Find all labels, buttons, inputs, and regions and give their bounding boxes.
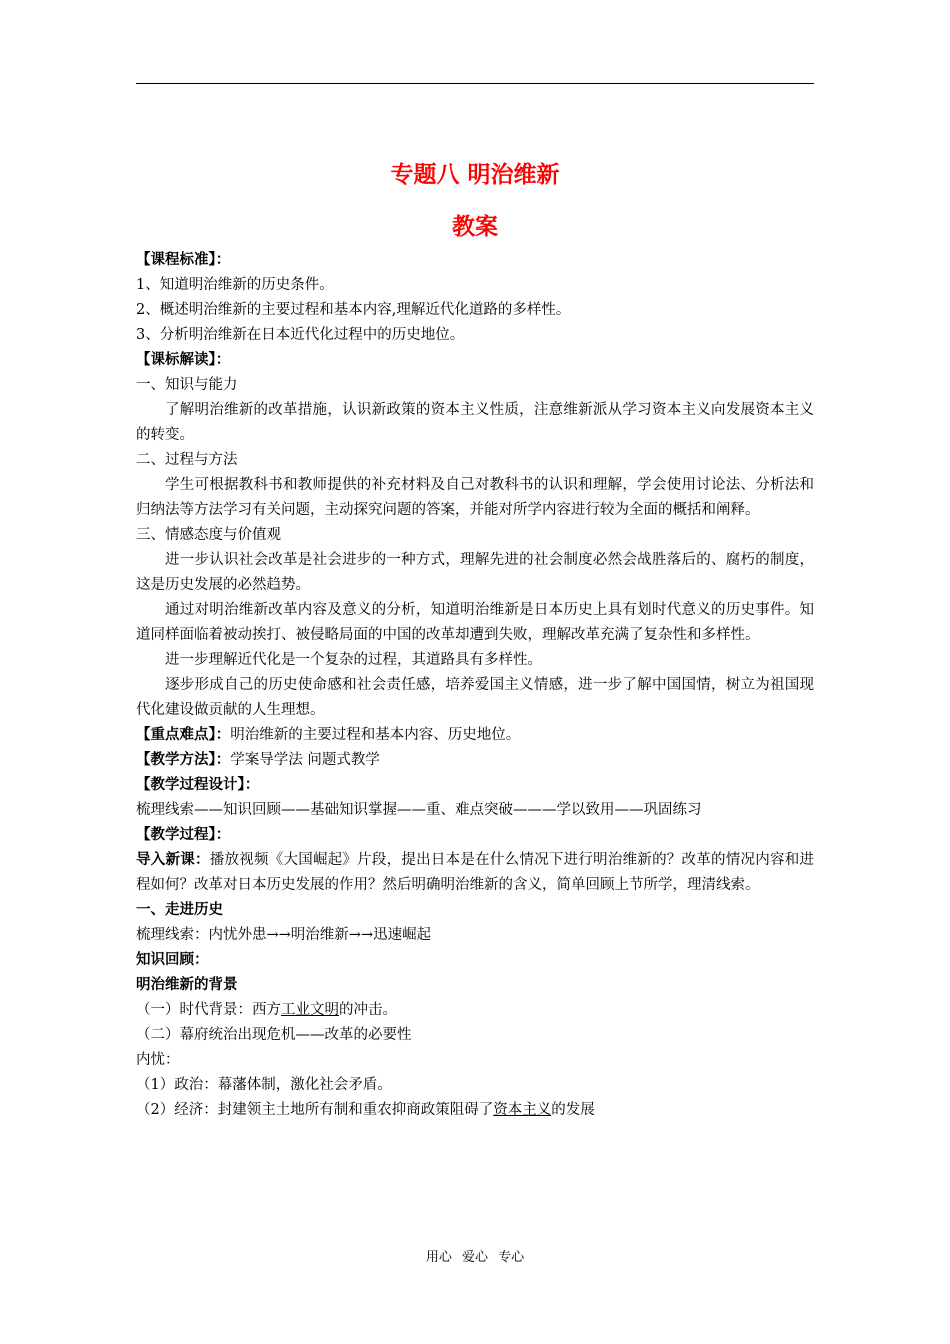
intro-text: 播放视频《大国崛起》片段，提出日本是在什么情况下进行明治维新的？改革的情况内容和进程如何？改革对日本历史发展的作用？然后明确明治维新的含义，简单回顾上节所学，理清线索。 <box>136 852 815 893</box>
methods-label: 【教学方法】： <box>136 752 231 768</box>
era-text: （一）时代背景：西方 <box>136 1002 281 1018</box>
standards-item: 2、概述明治维新的主要过程和基本内容,理解近代化道路的多样性。 <box>136 302 571 318</box>
values-paragraph: 进一步理解近代化是一个复杂的过程，其道路具有多样性。 <box>165 652 542 668</box>
intro-label: 导入新课： <box>136 852 210 868</box>
process-text: 学生可根据教科书和教师提供的补充材料及自己对教科书的认识和理解，学会使用讨论法、分析法和归纳法等方法学习有关问题，主动探究问题的答案，并能对所学内容进行较为全面的概括和阐释。 <box>136 477 814 518</box>
section-title-process: 二、过程与方法 <box>136 452 238 468</box>
economy-text: （2）经济：封建领主土地所有制和重农抑商政策阻碍了 <box>136 1102 494 1118</box>
era-text-end: 的冲击。 <box>339 1002 397 1018</box>
review-label: 知识回顾： <box>136 952 209 968</box>
economy-line <box>136 1098 814 1123</box>
standards-item: 1、知道明治维新的历史条件。 <box>136 277 334 293</box>
inner-trouble-label: 内忧： <box>136 1052 180 1068</box>
era-underlined-term: 工业文明 <box>281 1002 339 1018</box>
interpretation-heading: 【课标解读】： <box>136 352 231 368</box>
background-title: 明治维新的背景 <box>136 977 238 993</box>
key-points-line <box>136 723 814 748</box>
politics-line: （1）政治：幕藩体制，激化社会矛盾。 <box>136 1077 392 1093</box>
header-rule <box>136 83 814 84</box>
economy-text-end: 的发展 <box>551 1102 595 1118</box>
section-title-knowledge: 一、知识与能力 <box>136 377 238 393</box>
key-points-label: 【重点难点】： <box>136 727 231 743</box>
section-title-values: 三、情感态度与价值观 <box>136 527 281 543</box>
document-title: 专题八 明治维新 <box>390 162 560 188</box>
standards-heading: 【课程标准】： <box>136 252 231 268</box>
document-body <box>136 248 814 1123</box>
values-paragraph: 逐步形成自己的历史使命感和社会责任感，培养爱国主义情感，进一步了解中国国情，树立为祖国现代化建设做贡献的人生理想。 <box>136 677 814 718</box>
values-paragraph: 通过对明治维新改革内容及意义的分析，知道明治维新是日本历史上具有划时代意义的历史事件。知道同样面临着被动挨打、被侵略局面的中国的改革却遭到失败，理解改革充满了复杂性和多样性。 <box>136 602 814 643</box>
design-heading: 【教学过程设计】： <box>136 777 260 793</box>
process-heading: 【教学过程】： <box>136 827 231 843</box>
methods-text: 学案导学法 问题式教学 <box>230 752 380 768</box>
standards-item: 3、分析明治维新在日本近代化过程中的历史地位。 <box>136 327 465 343</box>
thread-line: 梳理线索：内忧外患→→明治维新→→迅速崛起 <box>136 927 432 943</box>
crisis-line: （二）幕府统治出现危机——改革的必要性 <box>136 1027 412 1043</box>
methods-line <box>136 748 814 773</box>
era-background-line <box>136 998 814 1023</box>
key-points-text: 明治维新的主要过程和基本内容、历史地位。 <box>230 727 521 743</box>
values-paragraph: 进一步认识社会改革是社会进步的一种方式，理解先进的社会制度必然会战胜落后的、腐朽的制度，这是历史发展的必然趋势。 <box>136 552 814 593</box>
document-subtitle: 教案 <box>452 214 498 240</box>
knowledge-text: 了解明治维新的改革措施，认识新政策的资本主义性质，注意维新派从学习资本主义向发展资本主义的转变。 <box>136 402 814 443</box>
section1-title: 一、走进历史 <box>136 902 223 918</box>
intro-paragraph <box>136 848 814 898</box>
design-text: 梳理线索——知识回顾——基础知识掌握——重、难点突破———学以致用——巩固练习 <box>136 802 702 818</box>
economy-underlined-term: 资本主义 <box>493 1102 552 1118</box>
page-footer: 用心 爱心 专心 <box>425 1250 525 1265</box>
